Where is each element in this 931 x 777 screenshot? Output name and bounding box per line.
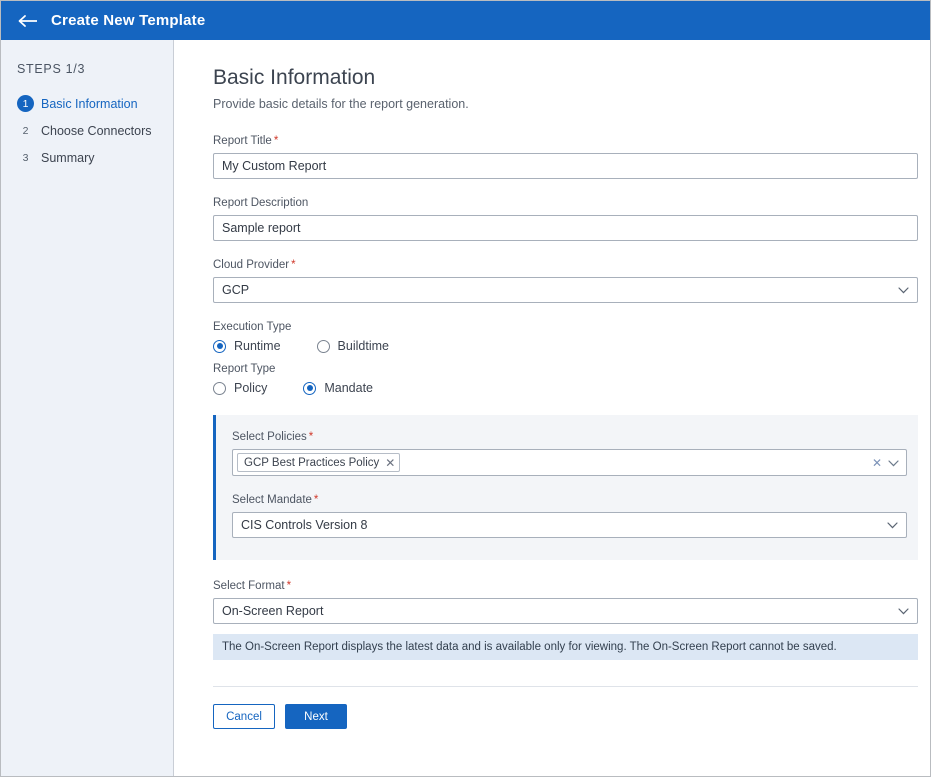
required-asterisk: * [308, 431, 314, 443]
policy-chip [237, 453, 400, 472]
label-text: Cloud Provider [213, 259, 290, 271]
chevron-down-icon [898, 283, 909, 297]
select-mandate-select[interactable] [232, 512, 907, 538]
field-select-format [213, 580, 916, 624]
radio-execution-buildtime[interactable] [317, 339, 389, 353]
radio-indicator [317, 340, 330, 353]
radio-indicator [213, 340, 226, 353]
field-report-type [213, 363, 916, 395]
cloud-provider-label [213, 259, 916, 271]
select-mandate-value: CIS Controls Version 8 [241, 518, 368, 532]
radio-label: Runtime [234, 339, 281, 353]
field-report-title [213, 135, 916, 179]
label-text: Select Mandate [232, 494, 312, 506]
select-mandate-label [232, 494, 904, 506]
cloud-provider-value: GCP [222, 283, 250, 297]
steps-counter: STEPS 1/3 [17, 62, 86, 76]
radio-label: Buildtime [337, 339, 389, 353]
section-title: Basic Information [213, 66, 376, 89]
clear-icon[interactable]: ✕ [871, 455, 882, 470]
select-format-label [213, 580, 916, 592]
label-text: Select Format [213, 580, 285, 592]
report-type-label: Report Type [213, 363, 276, 375]
form-footer [213, 704, 916, 747]
report-title-input[interactable] [213, 153, 918, 179]
required-asterisk: * [286, 580, 292, 592]
sidebar-item-choose-connectors[interactable] [1, 117, 173, 144]
close-icon[interactable]: ✕ [385, 455, 396, 470]
sidebar-item-label: Summary [41, 150, 95, 165]
field-report-description [213, 197, 916, 241]
radio-label: Mandate [324, 381, 373, 395]
cloud-provider-select[interactable] [213, 277, 918, 303]
chevron-down-icon[interactable] [888, 454, 899, 472]
step-number-3: 3 [22, 151, 29, 164]
section-subtitle: Provide basic details for the report generation. [213, 97, 469, 111]
chevron-down-icon [898, 604, 909, 618]
sidebar-item-label: Choose Connectors [41, 123, 152, 138]
radio-indicator [213, 382, 226, 395]
execution-type-label: Execution Type [213, 321, 292, 333]
field-execution-type [213, 321, 916, 353]
select-format-value: On-Screen Report [222, 604, 324, 618]
label-text: Select Policies [232, 431, 307, 443]
next-button[interactable]: Next [285, 704, 347, 729]
window-body [1, 40, 930, 776]
info-message: The On-Screen Report displays the latest data and is available only for viewing. The On-Screen Report cannot be saved. [213, 634, 918, 660]
select-policies-multiselect[interactable] [232, 449, 907, 476]
footer-divider [213, 686, 918, 687]
report-title-label [213, 135, 916, 147]
report-description-label: Report Description [213, 197, 309, 209]
radio-label: Policy [234, 381, 268, 395]
step-number-2: 2 [22, 124, 29, 137]
required-asterisk: * [273, 135, 279, 147]
field-cloud-provider [213, 259, 916, 303]
form-area [174, 40, 930, 776]
sidebar-item-label: Basic Information [41, 96, 138, 111]
step-number-1: 1 [17, 95, 34, 112]
execution-type-radio-group [213, 339, 916, 353]
wizard-sidebar [1, 40, 174, 776]
mandate-options-panel [213, 415, 918, 560]
required-asterisk: * [291, 259, 296, 271]
label-text: Report Title [213, 135, 272, 147]
sidebar-item-basic-information[interactable] [1, 90, 173, 117]
required-asterisk: * [313, 494, 319, 506]
cancel-button[interactable]: Cancel [213, 704, 275, 729]
radio-indicator [303, 382, 316, 395]
report-description-input[interactable] [213, 215, 918, 241]
report-type-radio-group [213, 381, 916, 395]
arrow-left-icon[interactable] [17, 10, 39, 32]
window-titlebar [1, 1, 930, 40]
radio-report-policy[interactable] [213, 381, 267, 395]
chevron-down-icon [887, 518, 898, 532]
radio-report-mandate[interactable] [303, 381, 373, 395]
radio-execution-runtime[interactable] [213, 339, 281, 353]
page-title: Create New Template [51, 12, 206, 29]
policy-chip-label: GCP Best Practices Policy [244, 456, 380, 469]
select-format-select[interactable] [213, 598, 918, 624]
sidebar-item-summary[interactable] [1, 144, 173, 171]
select-policies-label [232, 431, 904, 443]
